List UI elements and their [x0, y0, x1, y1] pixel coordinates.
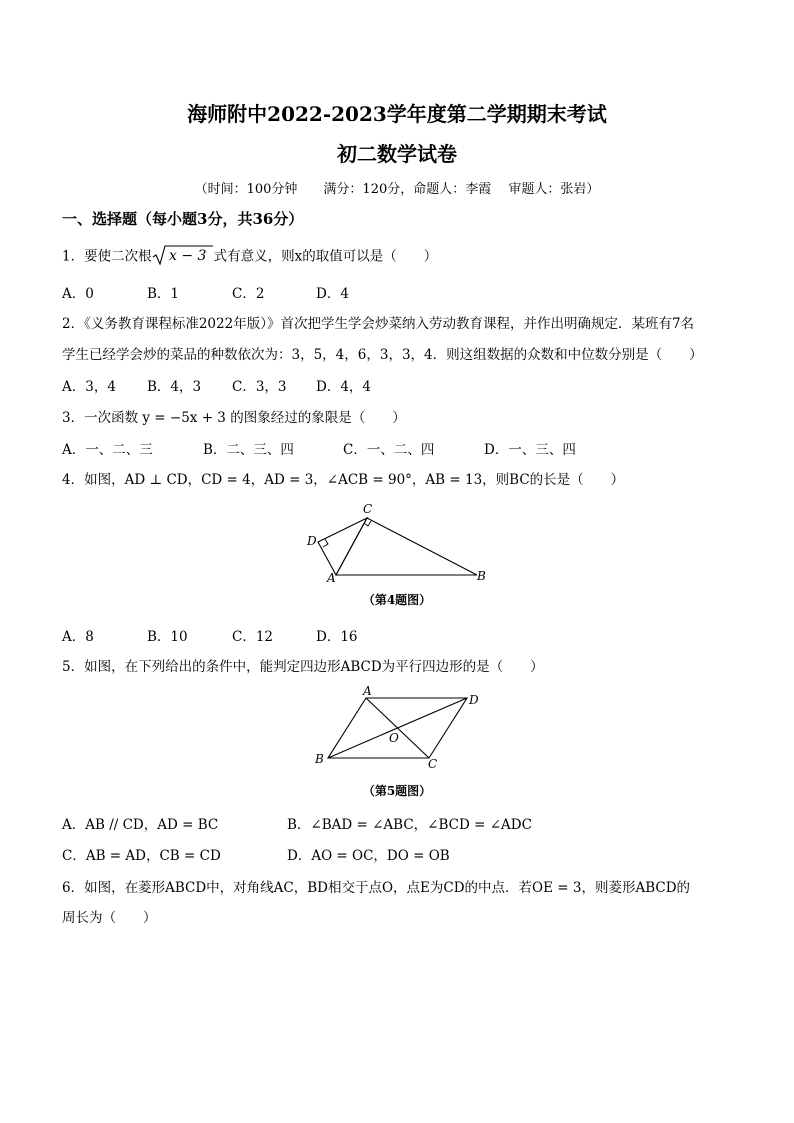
- segment-cb: [367, 518, 477, 575]
- q4-option-c: C．12: [232, 629, 274, 645]
- q4-option-b: B．10: [147, 629, 188, 645]
- exam-subtitle: 初二数学试卷: [337, 142, 457, 166]
- label-c: C: [428, 757, 438, 771]
- question-1: [62, 244, 437, 270]
- label-d: D: [307, 534, 317, 548]
- q1-text-before: 1．要使二次根: [62, 248, 152, 265]
- q2-option-b: B．4，3: [147, 379, 202, 395]
- section-title: 一、选择题（每小题3分，共36分）: [62, 210, 304, 228]
- question-2-line-2: 学生已经学会炒的菜品的种数依次为：3，5，4，6，3，3，4．则这组数据的众数和中位数分别是（ ）: [62, 347, 703, 363]
- q5-option-c: C．AB = AD，CB = CD: [62, 848, 221, 864]
- label-b: B: [315, 752, 324, 766]
- label-d: D: [469, 693, 479, 707]
- q1-option-d: D．4: [316, 286, 349, 302]
- exam-title: 海师附中2022-2023学年度第二学期期末考试: [187, 102, 607, 126]
- figure-4-caption: （第4题图）: [362, 593, 432, 607]
- q5-option-b: B．∠BAD = ∠ABC，∠BCD = ∠ADC: [287, 817, 532, 833]
- question-4: 4．如图，AD ⊥ CD，CD = 4，AD = 3，∠ACB = 90°，AB = 13，则BC的长是（ ）: [62, 472, 625, 488]
- q5-option-d: D．AO = OC，DO = OB: [287, 848, 450, 864]
- label-a: A: [327, 571, 336, 585]
- q1-option-a: A．0: [62, 286, 94, 302]
- q3-option-b: B．二、三、四: [203, 442, 294, 458]
- segment-ac: [336, 518, 367, 575]
- question-3: 3．一次函数 y = −5x + 3 的图象经过的象限是（ ）: [62, 410, 406, 426]
- question-5: 5．如图，在下列给出的条件中，能判定四边形ABCD为平行四边形的是（ ）: [62, 659, 544, 675]
- question-2-line-1: 2．《义务教育课程标准2022年版）》首次把学生学会炒菜纳入劳动教育课程，并作出明确规定．某班有7名: [62, 316, 695, 332]
- q1-text-after: 式有意义，则x的取值可以是（ ）: [213, 248, 438, 265]
- q3-option-a: A．一、二、三: [62, 442, 153, 458]
- q1-option-c: C．2: [232, 286, 265, 302]
- q2-option-d: D．4，4: [316, 379, 372, 395]
- q4-option-a: A．8: [62, 629, 94, 645]
- figure-4-diagram: [300, 498, 500, 588]
- right-angle-mark-d: [323, 539, 328, 547]
- diagonal-bd: [328, 698, 467, 758]
- q5-option-a: A．AB // CD，AD = BC: [62, 817, 219, 833]
- figure-5-caption: （第5题图）: [362, 784, 432, 798]
- exam-info: （时间：100分钟 满分：120分，命题人：李霞 审题人：张岩）: [194, 182, 600, 197]
- q1-option-b: B．1: [147, 286, 180, 302]
- q4-option-d: D．16: [316, 629, 358, 645]
- sqrt-sign-icon: [152, 244, 214, 266]
- q2-option-a: A．3，4: [62, 379, 116, 395]
- label-a: A: [363, 684, 372, 698]
- label-b: B: [477, 569, 486, 583]
- question-6-line-2: 周长为（ ）: [62, 910, 157, 926]
- square-root: [152, 244, 214, 270]
- label-o: O: [389, 731, 399, 745]
- q2-option-c: C．3，3: [232, 379, 287, 395]
- label-c: C: [363, 502, 373, 516]
- triangle-acd: [318, 518, 367, 575]
- q3-option-c: C．一、二、四: [343, 442, 435, 458]
- figure-5-diagram: [305, 684, 495, 774]
- radicand: x − 3: [168, 248, 207, 264]
- question-6-line-1: 6．如图，在菱形ABCD中，对角线AC，BD相交于点O，点E为CD的中点．若OE = 3，则菱形ABCD的: [62, 880, 691, 896]
- q3-option-d: D．一、三、四: [484, 442, 576, 458]
